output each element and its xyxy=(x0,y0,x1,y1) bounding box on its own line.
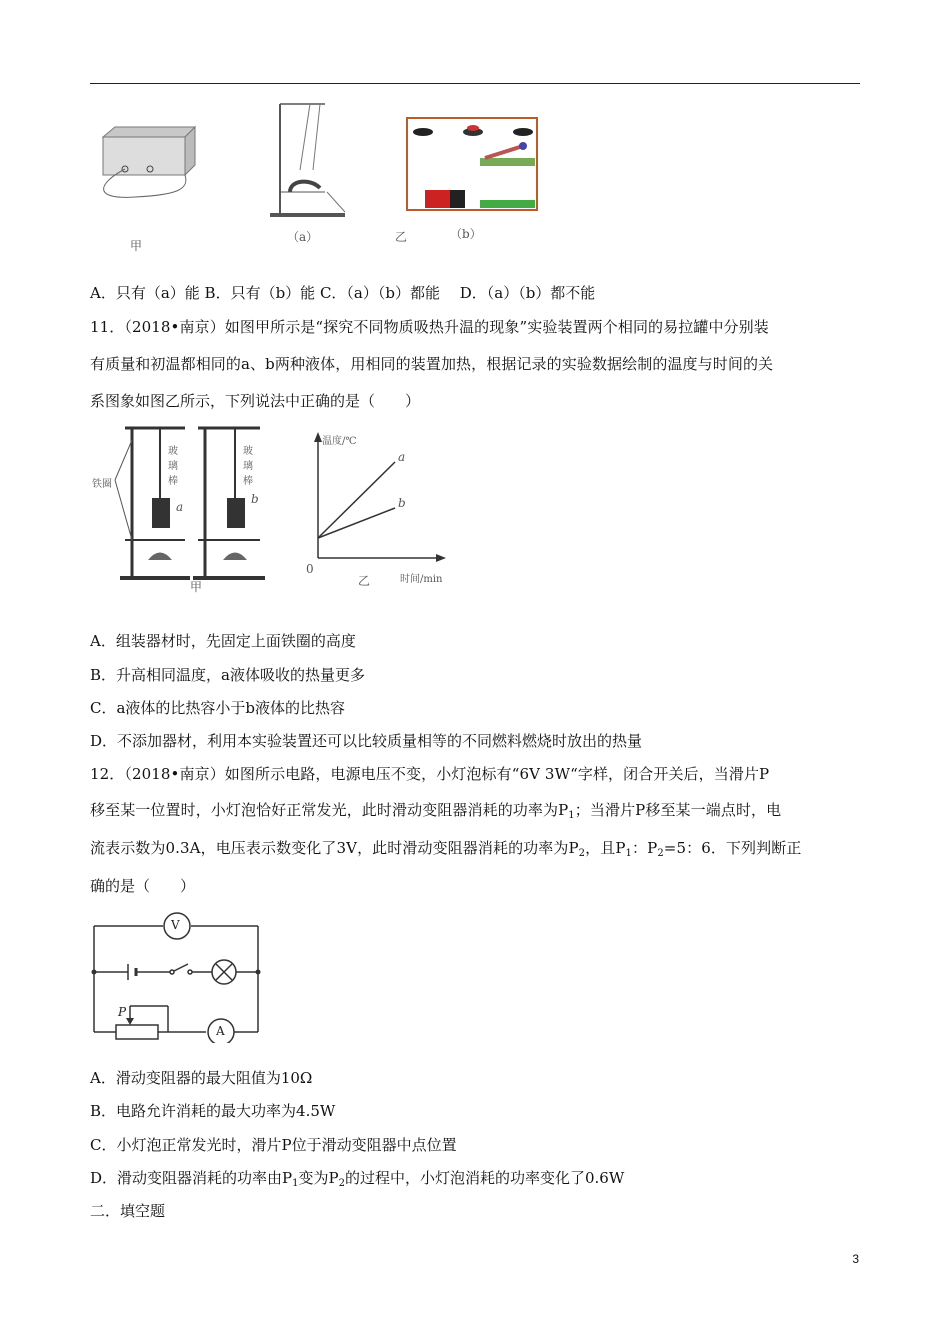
fig-label-a: （a） xyxy=(287,230,319,244)
graph-ylabel: 温度/℃ xyxy=(322,436,357,447)
q12-circuit-diagram xyxy=(88,908,268,1043)
q12-stem-line4: 确的是（ ） xyxy=(90,877,196,895)
q10-figure-a xyxy=(265,100,355,250)
q11-option-c: C．a液体的比热容小于b液体的比热容 xyxy=(90,699,346,717)
fig-label-yi: 乙 xyxy=(395,230,408,244)
label-caption-jia: 甲 xyxy=(190,580,203,594)
label-glass-rod-1: 玻璃棒 xyxy=(168,446,178,487)
voltmeter-label: V xyxy=(171,918,180,932)
q11-figure-apparatus xyxy=(90,420,280,595)
graph-series-b-label: b xyxy=(398,496,406,510)
series-a-line xyxy=(318,462,395,538)
q11-stem-line1: 11．（2018•南京）如图甲所示是“探究不同物质吸热升温的现象”实验装置两个相同的易拉罐中分别装 xyxy=(90,318,769,336)
q11-option-b: B．升高相同温度，a液体吸收的热量更多 xyxy=(90,666,365,684)
q10-figure-b xyxy=(395,110,545,250)
page-number: 3 xyxy=(852,1252,859,1266)
q10-figure-jia xyxy=(95,125,205,255)
graph-series-a-label: a xyxy=(398,450,406,464)
q11-figure-graph xyxy=(300,430,460,590)
label-iron-ring: 铁圈 xyxy=(92,479,112,490)
section-heading: 二．填空题 xyxy=(90,1202,166,1220)
series-b-line xyxy=(318,508,395,538)
q10-options: A．只有（a）能 B．只有（b）能 C．（a）（b）都能 D．（a）（b）都不能 xyxy=(90,284,596,302)
label-can-a: a xyxy=(176,500,184,514)
q12-option-b: B．电路允许消耗的最大功率为4.5W xyxy=(90,1102,336,1120)
slider-label: P xyxy=(118,1005,127,1019)
fig-label-jia: 甲 xyxy=(130,239,143,253)
q12-stem-line1: 12．（2018•南京）如图所示电路，电源电压不变，小灯泡标有“6V 3W“字样，闭合开关后，当滑片P xyxy=(90,765,770,783)
fig-label-b: （b） xyxy=(450,227,482,241)
label-can-b: b xyxy=(251,492,259,506)
q12-stem-line2: 移至某一位置时，小灯泡恰好正常发光，此时滑动变阻器消耗的功率为$P_1$；当滑片P移至某一端点时，电 xyxy=(90,801,782,821)
q11-option-d: D．不添加器材，利用本实验装置还可以比较质量相等的不同燃料燃烧时放出的热量 xyxy=(90,732,643,750)
ammeter-label: A xyxy=(216,1024,225,1038)
q11-option-a: A．组装器材时，先固定上面铁圈的高度 xyxy=(90,632,356,650)
q12-option-d: D．滑动变阻器消耗的功率由$P_1$变为$P_2$的过程中，小灯泡消耗的功率变化了0.6W xyxy=(90,1169,625,1189)
graph-caption-yi: 乙 xyxy=(358,574,371,588)
q12-stem-line3: 流表示数为0.3A，电压表示数变化了3V，此时滑动变阻器消耗的功率为$P_2$，且$P_1$：$P_2=5$：6．下列判断正 xyxy=(90,839,802,859)
graph-xlabel: 时间/min xyxy=(400,574,443,585)
label-glass-rod-2: 玻璃棒 xyxy=(243,446,253,487)
q11-stem-line3: 系图象如图乙所示，下列说法中正确的是（ ） xyxy=(90,392,421,410)
graph-origin: 0 xyxy=(306,562,314,576)
header-rule xyxy=(90,83,860,84)
q12-option-c: C．小灯泡正常发光时，滑片P位于滑动变阻器中点位置 xyxy=(90,1136,457,1154)
q12-option-a: A．滑动变阻器的最大阻值为10Ω xyxy=(90,1069,313,1087)
q11-stem-line2: 有质量和初温都相同的a、b两种液体，用相同的装置加热，根据记录的实验数据绘制的温度与时间的关 xyxy=(90,355,774,373)
